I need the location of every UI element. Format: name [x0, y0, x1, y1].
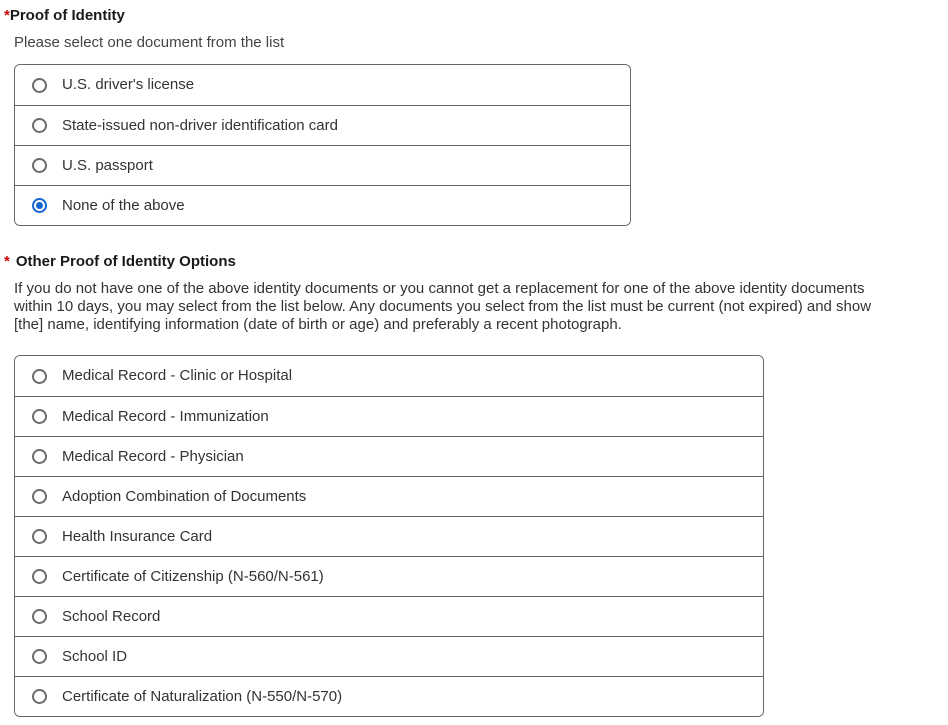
radio-unselected-icon[interactable] [32, 369, 47, 384]
option-label: School ID [62, 647, 128, 665]
option-label: Certificate of Citizenship (N-560/N-561) [62, 567, 324, 585]
section-subtitle: Please select one document from the list [14, 34, 285, 51]
option-medical-record-physician[interactable] [15, 436, 763, 476]
other-options-list [14, 355, 764, 717]
option-certificate-of-naturalization[interactable] [15, 676, 763, 716]
option-label: School Record [62, 607, 161, 625]
radio-unselected-icon[interactable] [32, 78, 47, 93]
option-label: Medical Record - Physician [62, 447, 244, 465]
option-certificate-of-citizenship[interactable] [15, 556, 763, 596]
section-proof-of-identity [4, 8, 948, 226]
option-us-passport[interactable] [15, 145, 630, 185]
radio-unselected-icon[interactable] [32, 649, 47, 664]
identity-options-list [14, 64, 631, 226]
section-title-other-proof-options [4, 254, 948, 270]
option-state-issued-id-card[interactable] [15, 105, 630, 145]
option-label: Adoption Combination of Documents [62, 487, 307, 505]
radio-selected-icon[interactable] [32, 198, 47, 213]
option-label: U.S. driver's license [62, 76, 195, 93]
description-line: [the] name, identifying information (date of birth or age) and preferably a recent photograph. [14, 316, 622, 333]
radio-unselected-icon[interactable] [32, 158, 47, 173]
option-label: Certificate of Naturalization (N-550/N-570) [62, 687, 343, 705]
option-label: U.S. passport [62, 156, 153, 174]
option-medical-record-immunization[interactable] [15, 396, 763, 436]
radio-unselected-icon[interactable] [32, 529, 47, 544]
required-asterisk: * [4, 253, 10, 270]
radio-unselected-icon[interactable] [32, 118, 47, 133]
option-school-id[interactable] [15, 636, 763, 676]
radio-unselected-icon[interactable] [32, 489, 47, 504]
option-none-of-the-above[interactable] [15, 185, 630, 225]
section-title-proof-of-identity [4, 8, 948, 24]
radio-unselected-icon[interactable] [32, 689, 47, 704]
description-line: within 10 days, you may select from the list below. Any documents you select from the list must be current (not expired) and show [14, 298, 872, 315]
radio-unselected-icon[interactable] [32, 409, 47, 424]
option-medical-record-clinic-or-hospital[interactable] [15, 356, 763, 396]
option-label: None of the above [62, 196, 185, 214]
option-school-record[interactable] [15, 596, 763, 636]
section-title-text: Proof of Identity [9, 7, 125, 24]
option-label: State-issued non-driver identification card [62, 116, 338, 134]
option-label: Medical Record - Clinic or Hospital [62, 367, 293, 384]
radio-unselected-icon[interactable] [32, 609, 47, 624]
option-adoption-combination-of-documents[interactable] [15, 476, 763, 516]
option-us-drivers-license[interactable] [15, 65, 630, 105]
section-title-text: Other Proof of Identity Options [15, 253, 236, 270]
radio-unselected-icon[interactable] [32, 569, 47, 584]
section-other-proof-options [4, 254, 948, 717]
required-asterisk: * [4, 7, 10, 24]
radio-unselected-icon[interactable] [32, 449, 47, 464]
description-line: If you do not have one of the above identity documents or you cannot get a replacement for one of the above identity documents [14, 280, 865, 297]
option-label: Health Insurance Card [62, 527, 213, 545]
option-health-insurance-card[interactable] [15, 516, 763, 556]
section-description [14, 280, 948, 334]
option-label: Medical Record - Immunization [62, 407, 269, 425]
